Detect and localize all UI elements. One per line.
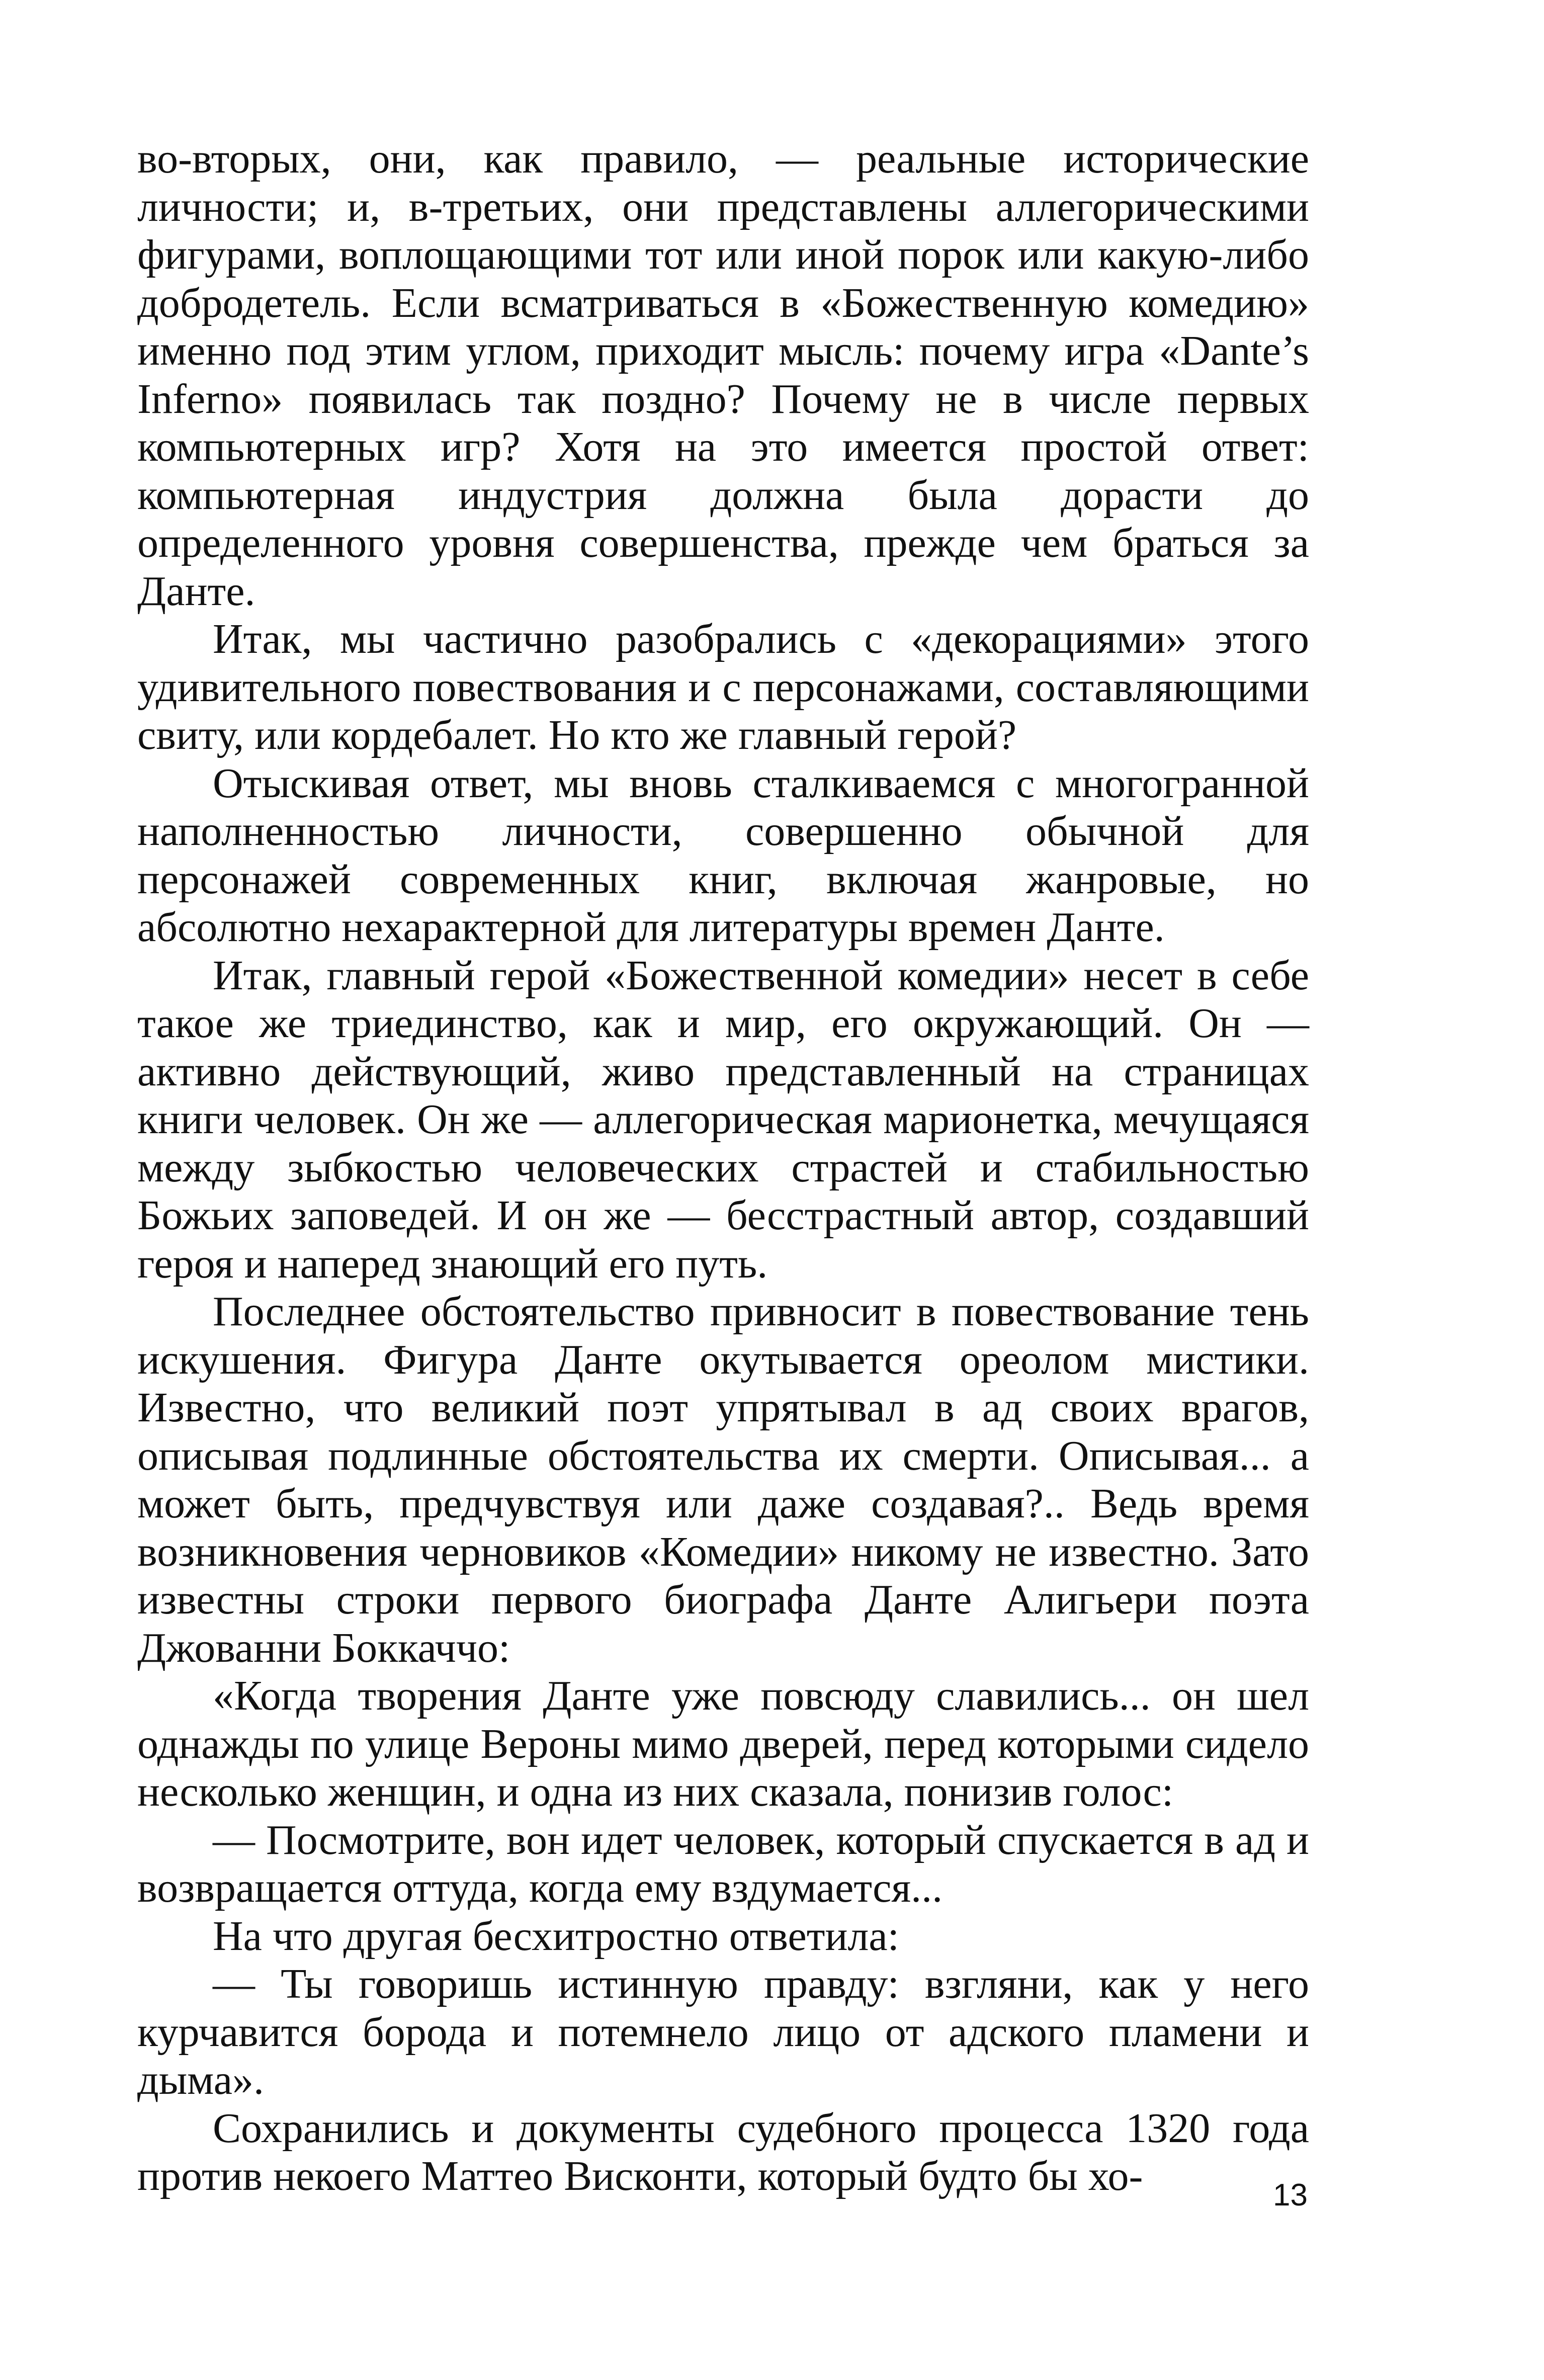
paragraph-5: Последнее обстоятельство привносит в повествование тень искушения. Фигура Данте окутывается ореолом мистики. Известно, что великий поэт упрятывал в ад своих врагов, описывая подлинные обстоятельства их смерти. Описывая... а может быть, предчувствуя или даже создавая?.. Ведь время возникновения черновиков «Комедии» никому не известно. Зато известны строки первого биографа Данте Алигьери поэта Джованни Боккаччо: <box>137 1288 1309 1671</box>
paragraph-6: Сохранились и документы судебного процесса 1320 года против некоего Маттео Висконти, который будто бы хо- <box>137 2104 1309 2199</box>
paragraph-1: во-вторых, они, как правило, — реальные исторические личности; и, в-третьих, они представлены аллегорическими фигурами, воплощающими тот или иной порок или какую-либо добродетель. Если всматриваться в «Божественную комедию» именно под этим углом, приходит мысль: почему игра «Dante’s Inferno» появилась так поздно? Почему не в числе первых компьютерных игр? Хотя на это имеется простой ответ: компьютерная индустрия должна была дорасти до определенного уровня совершенства, прежде чем браться за Данте. <box>137 135 1309 615</box>
quote-paragraph-1: «Когда творения Данте уже повсюду славились... он шел однажды по улице Вероны мимо дверей, перед которыми сидело несколько женщин, и одна из них сказала, понизив голос: <box>137 1672 1309 1815</box>
quote-paragraph-4: — Ты говоришь истинную правду: взгляни, как у него курчавится борода и потемнело лицо от адского пламени и дыма». <box>137 1961 1309 2103</box>
quote-paragraph-2: — Посмотрите, вон идет человек, который спускается в ад и возвращается оттуда, когда ему вздумается... <box>137 1816 1309 1911</box>
paragraph-2: Итак, мы частично разобрались с «декорациями» этого удивительного повествования и с персонажами, составляющими свиту, или кордебалет. Но кто же главный герой? <box>137 616 1309 758</box>
paragraph-4: Итак, главный герой «Божественной комедии» несет в себе такое же триединство, как и мир, его окружающий. Он — активно действующий, живо представленный на страницах книги человек. Он же — аллегорическая марионетка, мечущаяся между зыбкостью человеческих страстей и стабильностью Божьих заповедей. И он же — бесстрастный автор, создавший героя и наперед знающий его путь. <box>137 952 1309 1287</box>
page-number: 13 <box>1273 2178 1308 2213</box>
quote-paragraph-3: На что другая бесхитростно ответила: <box>213 1912 899 1960</box>
page-body <box>137 135 1309 2200</box>
paragraph-3: Отыскивая ответ, мы вновь сталкиваемся с многогранной наполненностью личности, совершенно обычной для персонажей современных книг, включая жанровые, но абсолютно нехарактерной для литературы времен Данте. <box>137 759 1309 951</box>
